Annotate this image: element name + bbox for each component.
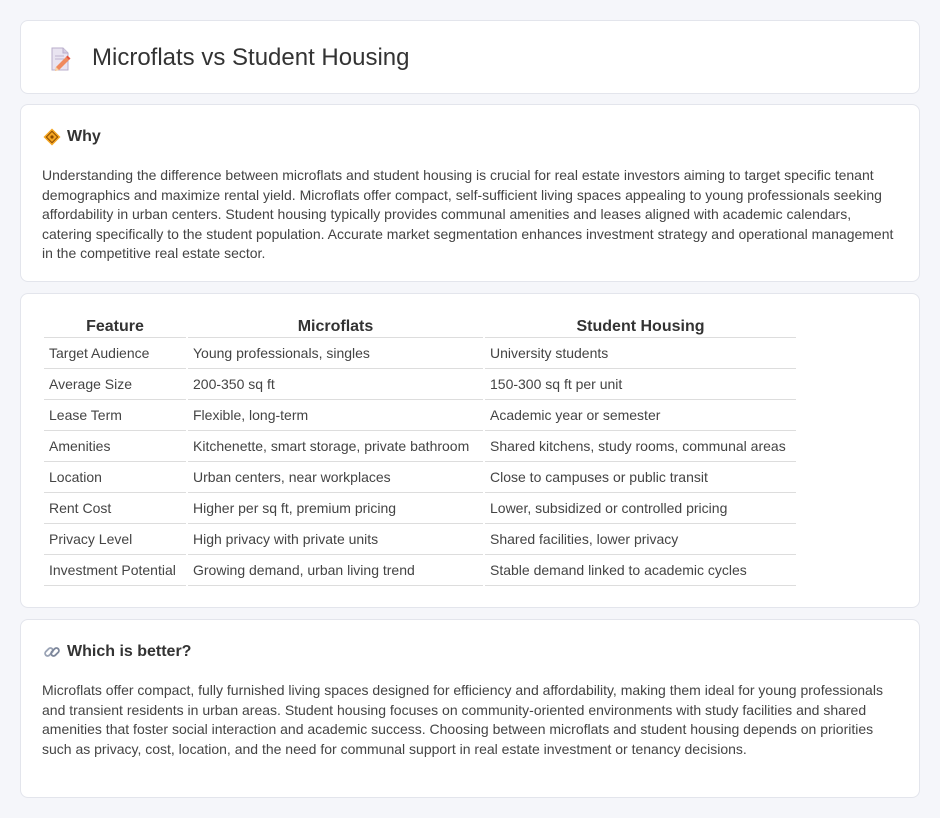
feature-cell: Rent Cost <box>44 493 186 524</box>
table-row <box>44 338 796 369</box>
microflats-cell: Growing demand, urban living trend <box>188 555 483 586</box>
feature-cell: Target Audience <box>44 338 186 369</box>
comparison-section <box>20 293 920 608</box>
document-pencil-icon <box>47 46 73 72</box>
why-title: Why <box>67 128 101 145</box>
table-row <box>44 431 796 462</box>
link-icon <box>43 643 61 661</box>
microflats-cell: 200-350 sq ft <box>188 369 483 400</box>
feature-cell: Amenities <box>44 431 186 462</box>
student-housing-cell: Academic year or semester <box>485 400 796 431</box>
microflats-cell: Urban centers, near workplaces <box>188 462 483 493</box>
microflats-cell: Higher per sq ft, premium pricing <box>188 493 483 524</box>
column-header-microflats: Microflats <box>188 316 483 338</box>
which-is-better-section <box>20 619 920 798</box>
header-card <box>20 20 920 94</box>
student-housing-cell: Lower, subsidized or controlled pricing <box>485 493 796 524</box>
why-text: Understanding the difference between microflats and student housing is crucial for real estate investors aiming to target specific tenant demographics and maximize rental yield. Microflats offer compact, self-sufficient living spaces appealing to young professionals seeking affordability in urban centers. Student housing typically provides communal amenities and leases aligned with academic calendars, catering specifically to the student population. Accurate market segmentation enhances investment strategy and operational management in the competitive real estate sector. <box>42 167 894 261</box>
table-row <box>44 524 796 555</box>
microflats-cell: Kitchenette, smart storage, private bathroom <box>188 431 483 462</box>
microflats-cell: High privacy with private units <box>188 524 483 555</box>
table-row <box>44 462 796 493</box>
table-header-row <box>44 316 796 338</box>
feature-cell: Location <box>44 462 186 493</box>
table-row <box>44 555 796 586</box>
student-housing-cell: Shared kitchens, study rooms, communal areas <box>485 431 796 462</box>
table-row <box>44 400 796 431</box>
table-row <box>44 369 796 400</box>
student-housing-cell: 150-300 sq ft per unit <box>485 369 796 400</box>
which-is-better-title: Which is better? <box>67 643 192 660</box>
feature-cell: Privacy Level <box>44 524 186 555</box>
student-housing-cell: Stable demand linked to academic cycles <box>485 555 796 586</box>
student-housing-cell: University students <box>485 338 796 369</box>
why-section <box>20 104 920 282</box>
feature-cell: Investment Potential <box>44 555 186 586</box>
feature-cell: Average Size <box>44 369 186 400</box>
column-header-student-housing: Student Housing <box>485 316 796 338</box>
comparison-table <box>42 316 798 586</box>
which-is-better-text: Microflats offer compact, fully furnished living spaces designed for efficiency and affordability, making them ideal for young professionals and transient residents in urban areas. Student housing focuses on community-oriented environments with study facilities and shared amenities that foster social interaction and academic success. Choosing between microflats and student housing depends on priorities such as privacy, cost, location, and the need for communal support in real estate investment or tenancy decisions. <box>42 682 883 757</box>
student-housing-cell: Shared facilities, lower privacy <box>485 524 796 555</box>
feature-cell: Lease Term <box>44 400 186 431</box>
page-title: Microflats vs Student Housing <box>92 44 410 71</box>
column-header-feature: Feature <box>44 316 186 338</box>
diamond-sign-icon <box>43 128 61 146</box>
student-housing-cell: Close to campuses or public transit <box>485 462 796 493</box>
microflats-cell: Flexible, long-term <box>188 400 483 431</box>
microflats-cell: Young professionals, singles <box>188 338 483 369</box>
table-row <box>44 493 796 524</box>
